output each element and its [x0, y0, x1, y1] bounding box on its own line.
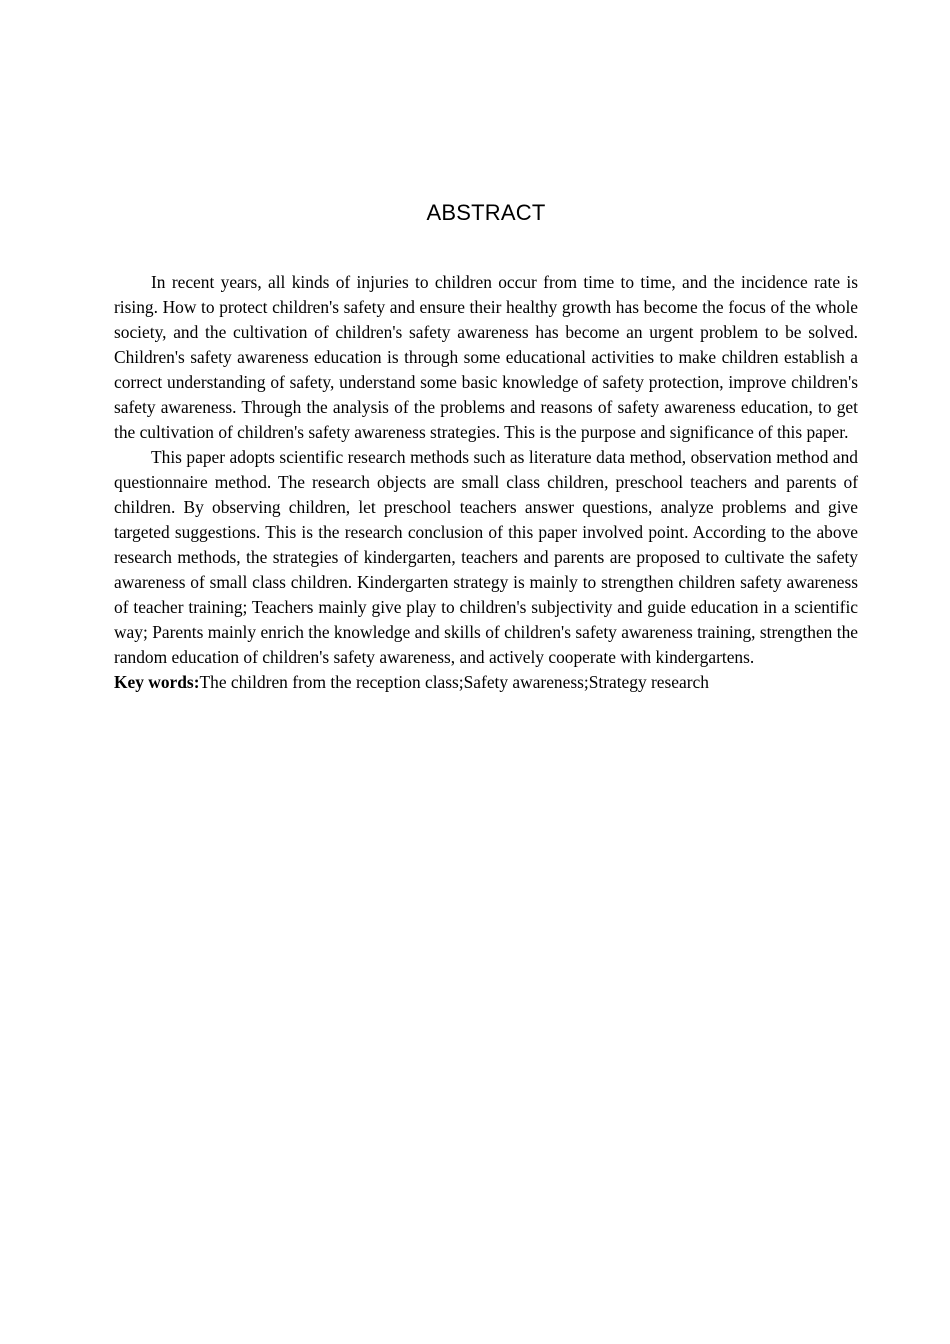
- abstract-paragraph-2: This paper adopts scientific research methods such as literature data method, observation method and questionnaire method. The research objects are small class children, preschool teachers and parents of children. By observing children, let preschool teachers answer questions, analyze problems and give targeted suggestions. This is the research conclusion of this paper involved point. According to the above research methods, the strategies of kindergarten, teachers and parents are proposed to cultivate the safety awareness of small class children. Kindergarten strategy is mainly to strengthen children safety awareness of teacher training; Teachers mainly give play to children's subjectivity and guide education in a scientific way; Parents mainly enrich the knowledge and skills of children's safety awareness training, strengthen the random education of children's safety awareness, and actively cooperate with kindergartens.: [114, 447, 858, 667]
- keywords-label: Key words:: [114, 672, 200, 692]
- keywords-line: [114, 670, 858, 695]
- abstract-body: [114, 270, 858, 695]
- abstract-paragraph-1: In recent years, all kinds of injuries to children occur from time to time, and the incidence rate is rising. How to protect children's safety and ensure their healthy growth has become the focus of the whole society, and the cultivation of children's safety awareness has become an urgent problem to be solved. Children's safety awareness education is through some educational activities to make children establish a correct understanding of safety, understand some basic knowledge of safety protection, improve children's safety awareness. Through the analysis of the problems and reasons of safety awareness education, to get the cultivation of children's safety awareness strategies. This is the purpose and significance of this paper.: [114, 272, 858, 442]
- abstract-title: ABSTRACT: [426, 200, 546, 225]
- keywords-text: The children from the reception class;Safety awareness;Strategy research: [199, 672, 709, 692]
